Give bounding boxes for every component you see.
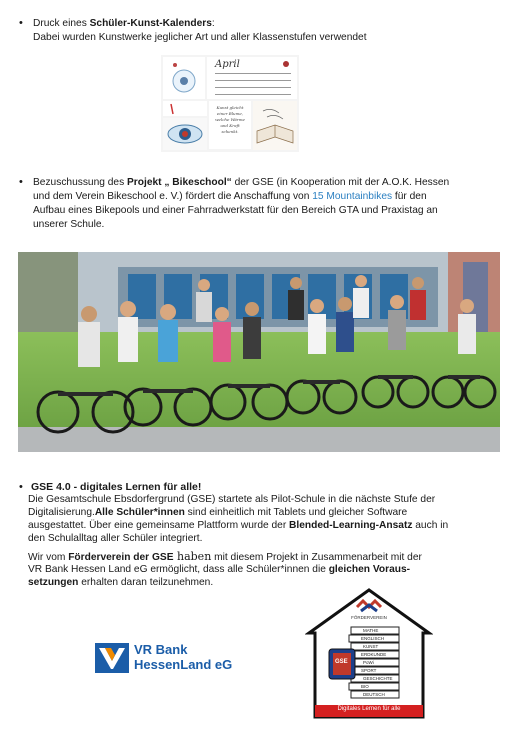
gse-p1-line-1: Die Gesamtschule Ebsdorfergrund (GSE) startete als Pilot-Schule in die nächste Stufe der bbox=[28, 494, 436, 505]
vr-bank-name: VR Bank bbox=[134, 642, 188, 657]
gse-p2-line-2 bbox=[28, 563, 410, 576]
calendar-grid bbox=[207, 57, 297, 99]
kalender-heading-prefix: Druck eines bbox=[33, 18, 90, 29]
gse-p2-l1-serif: haben bbox=[173, 550, 212, 563]
bikeschool-photo bbox=[18, 252, 500, 452]
kalender-heading-bold: Schüler-Kunst-Kalenders bbox=[89, 18, 212, 29]
book-label-4: PoWi bbox=[363, 660, 374, 665]
bikeschool-l2-a: und dem Verein Bikeschool e. V.) fördert die Anschaffung von bbox=[33, 191, 313, 202]
vr-bank-region: HessenLand eG bbox=[134, 657, 233, 672]
house-banner: Digitales Lernen für alle bbox=[337, 706, 401, 712]
gse-p1-l2-a: Digitalisierung. bbox=[28, 507, 95, 518]
gse-p1-line-3 bbox=[28, 519, 448, 532]
book-label-2: KUNST bbox=[363, 644, 379, 649]
book-label-7: BIO bbox=[361, 684, 369, 689]
calendar-poem: Kunst gleicht einer Blume, welche Wärme und Kraft schenkt. bbox=[215, 105, 245, 134]
book-label-8: DEUTSCH bbox=[363, 692, 385, 697]
gse-p2-l1-a: Wir vom bbox=[28, 552, 69, 563]
bullet-1: • bbox=[19, 17, 23, 29]
book-label-3: ERDKUNDE bbox=[361, 652, 387, 657]
bikeschool-line-4: unserer Schule. bbox=[33, 219, 105, 230]
kalender-heading-suffix: : bbox=[211, 18, 215, 29]
bikeschool-line-3: Aufbau eines Bikepools und einer Fahrradwerkstatt für den Bereich GTA und Praxistag an bbox=[33, 205, 438, 216]
foerderverein-logo bbox=[305, 587, 433, 720]
gse-title: GSE 4.0 - digitales Lernen für alle! bbox=[31, 481, 202, 493]
calendar-image bbox=[161, 55, 299, 152]
vr-bank-emblem-icon bbox=[95, 643, 129, 673]
gse-p1-l3-b: auch in bbox=[412, 520, 449, 531]
gse-p2-l2-bold: gleichen Voraus- bbox=[328, 564, 411, 575]
gse-p2-l1-bold: Förderverein der GSE bbox=[68, 552, 174, 563]
foerderverein-label: FÖRDERVEREIN bbox=[351, 615, 387, 620]
kalender-heading bbox=[33, 17, 215, 30]
gse-p2-l3-bold: setzungen bbox=[28, 577, 79, 588]
gse-p1-l3-bold: Blended-Learning-Ansatz bbox=[289, 520, 413, 531]
bikeschool-line-1 bbox=[33, 176, 449, 189]
gse-p1-l3-a: ausgestattet. Über eine gemeinsame Plattform wurde der bbox=[28, 520, 290, 531]
bikeschool-l1-b: der GSE (in Kooperation mit der A.O.K. Hessen bbox=[231, 177, 450, 188]
kalender-description: Dabei wurden Kunstwerke jeglicher Art und aller Klassenstufen verwendet bbox=[33, 32, 367, 43]
gse-p1-l2-b: sind einheitlich mit Tablets und gleicher Software bbox=[184, 507, 408, 518]
bikeschool-l2-b: für den bbox=[392, 191, 427, 202]
calendar-month: April bbox=[215, 59, 240, 70]
gse-p2-l3-b: erhalten daran teilzunehmen. bbox=[78, 577, 214, 588]
gse-p2-line-3 bbox=[28, 576, 213, 589]
bullet-3: • bbox=[19, 481, 23, 493]
eye-artwork bbox=[163, 118, 207, 150]
book-artwork bbox=[253, 101, 297, 150]
gse-p1-line-2 bbox=[28, 506, 407, 519]
bullet-2: • bbox=[19, 176, 23, 188]
pencil-artwork bbox=[163, 101, 207, 116]
bikeschool-title: Projekt „ Bikeschool“ bbox=[127, 177, 232, 188]
tablet-badge: GSE bbox=[335, 659, 348, 665]
book-label-5: SPORT bbox=[361, 668, 377, 673]
snowglobe-artwork bbox=[163, 57, 205, 99]
mountainbikes-count: 15 Mountainbikes bbox=[312, 191, 393, 202]
vr-bank-logo bbox=[95, 643, 245, 673]
book-label-6: GESCHICHTE bbox=[363, 676, 393, 681]
bikeschool-line-2 bbox=[33, 190, 427, 203]
bikeschool-l1-a: Bezuschussung des bbox=[33, 177, 128, 188]
book-label-0: MATHE bbox=[363, 628, 379, 633]
gse-p1-l2-bold: Alle Schüler*innen bbox=[94, 507, 185, 518]
gse-p2-l1-b: mit diesem Projekt in Zusammenarbeit mit der bbox=[211, 552, 422, 563]
gse-p2-l2-a: VR Bank Hessen Land eG ermöglicht, dass alle Schüler*innen die bbox=[28, 564, 329, 575]
book-label-1: ENGLISCH bbox=[361, 636, 385, 641]
gse-p1-line-4: den Schulalltag aller Schüler integriert. bbox=[28, 533, 203, 544]
